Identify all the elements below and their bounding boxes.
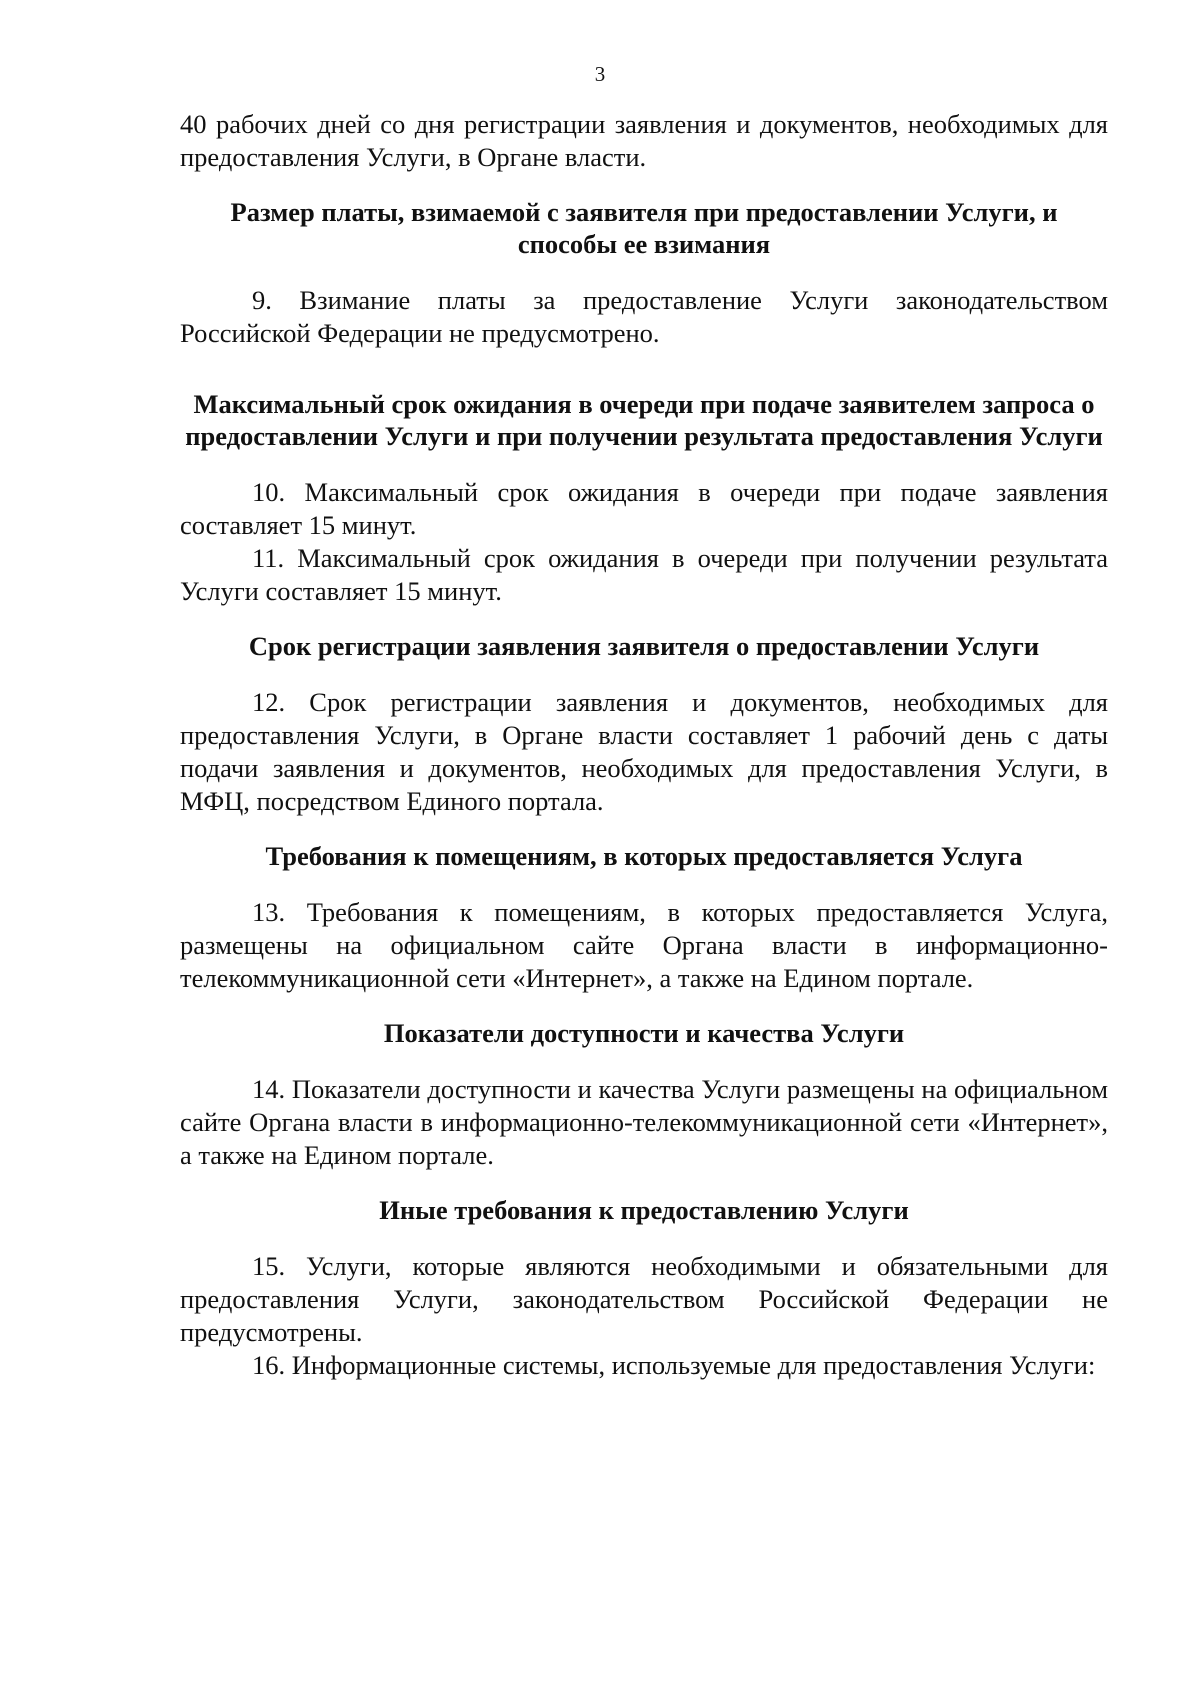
document-body [180, 108, 1108, 1382]
heading-fee: Размер платы, взимаемой с заявителя при предоставлении Услуги, и способы ее взимания [230, 197, 1058, 259]
paragraph-15: 15. Услуги, которые являются необходимыми и обязательными для предоставления Услуги, законодательством Российской Федерации не предусмотрены. [180, 1251, 1108, 1347]
paragraph-continuation: 40 рабочих дней со дня регистрации заявления и документов, необходимых для предоставления Услуги, в Органе власти. [180, 109, 1108, 172]
paragraph-9: 9. Взимание платы за предоставление Услуги законодательством Российской Федерации не предусмотрено. [180, 285, 1108, 348]
paragraph-11: 11. Максимальный срок ожидания в очереди при получении результата Услуги составляет 15 минут. [180, 543, 1108, 606]
heading-registration-term: Срок регистрации заявления заявителя о предоставлении Услуги [248, 631, 1040, 661]
heading-other-requirements: Иные требования к предоставлению Услуги [379, 1195, 909, 1225]
heading-premises: Требования к помещениям, в которых предоставляется Услуга [265, 841, 1023, 871]
paragraph-14: 14. Показатели доступности и качества Услуги размещены на официальном сайте Органа власти в информационно-телекоммуникационной сети «Интернет», а также на Едином портале. [180, 1074, 1108, 1170]
page-number: 3 [594, 62, 606, 86]
paragraph-16: 16. Информационные системы, используемые для предоставления Услуги: [252, 1350, 1096, 1380]
paragraph-13: 13. Требования к помещениям, в которых предоставляется Услуга, размещены на официальном сайте Органа власти в информационно-телекоммуникационной сети «Интернет», а также на Едином портале. [180, 897, 1108, 993]
heading-queue-time: Максимальный срок ожидания в очереди при подаче заявителем запроса о предоставлении Услуги и при получении результата предоставления Услуги [185, 389, 1103, 451]
heading-quality: Показатели доступности и качества Услуги [383, 1018, 905, 1048]
paragraph-10: 10. Максимальный срок ожидания в очереди при подаче заявления составляет 15 минут. [180, 477, 1108, 540]
paragraph-12: 12. Срок регистрации заявления и документов, необходимых для предоставления Услуги, в Органе власти составляет 1 рабочий день с даты подачи заявления и документов, необходимых для предоставления Услуги, в МФЦ, посредством Единого портала. [180, 687, 1108, 816]
